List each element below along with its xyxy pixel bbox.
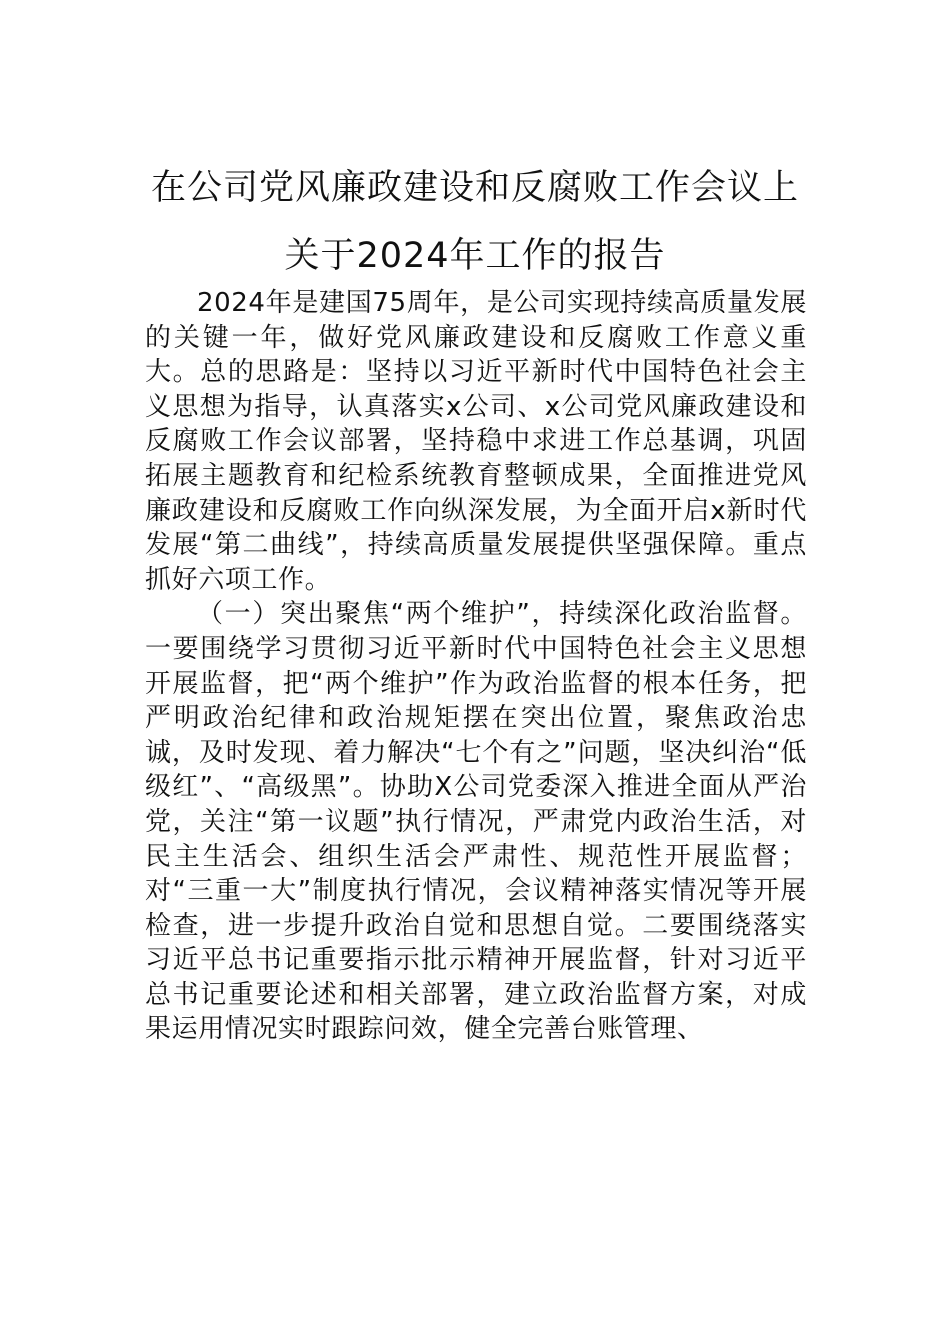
document-title-line-2: 关于2024年工作的报告: [284, 236, 666, 276]
paragraph-intro: 2024年是建国75周年，是公司实现持续高质量发展的关键一年，做好党风廉政建设和反腐败工作意义重大。总的思路是：坚持以习近平新时代中国特色社会主义思想为指导，认真落实x公司、x公司党风廉政建设和反腐败工作会议部署，坚持稳中求进工作总基调，巩固拓展主题教育和纪检系统教育整顿成果，全面推进党风廉政建设和反腐败工作向纵深发展，为全面开启x新时代发展“第二曲线”，持续高质量发展提供坚强保障。重点抓好六项工作。: [145, 288, 807, 595]
paragraph-section-1: （一）突出聚焦“两个维护”，持续深化政治监督。一要围绕学习贯彻习近平新时代中国特色社会主义思想开展监督，把“两个维护”作为政治监督的根本任务，把严明政治纪律和政治规矩摆在突出位置，聚焦政治忠诚，及时发现、着力解决“七个有之”问题，坚决纠治“低级红”、“高级黑”。协助X公司党委深入推进全面从严治党，关注“第一议题”执行情况，严肃党内政治生活，对民主生活会、组织生活会严肃性、规范性开展监督；对“三重一大”制度执行情况，会议精神落实情况等开展检查，进一步提升政治自觉和思想自觉。二要围绕落实习近平总书记重要指示批示精神开展监督，针对习近平总书记重要论述和相关部署，建立政治监督方案，对成果运用情况实时跟踪问效，健全完善台账管理、: [145, 599, 807, 1045]
document-body: [145, 286, 807, 1047]
document-title-line-1: 在公司党风廉政建设和反腐败工作会议上: [150, 168, 799, 208]
